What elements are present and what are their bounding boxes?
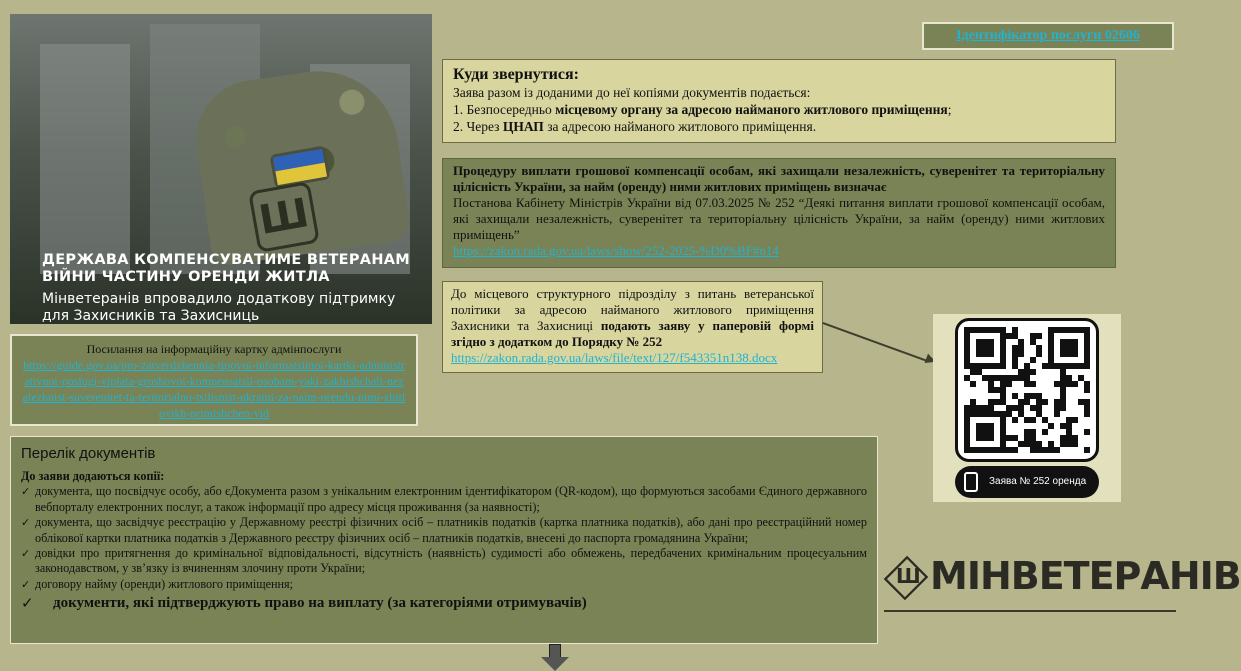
list-item-final: ✓ документи, які підтверджують право на виплату (за категоріями отримувачів) xyxy=(21,594,867,613)
info-card-label: Посилання на інформаційну картку адмінпослуги xyxy=(86,342,342,356)
phone-icon xyxy=(964,472,978,492)
docs-subtitle: До заяви додаються копії: xyxy=(21,469,165,483)
down-arrow-icon xyxy=(541,644,569,671)
service-id-box xyxy=(922,22,1174,50)
procedure-text: Постанова Кабінету Міністрів України від 07.03.2025 № 252 “Деякі питання виплати грошової компенсації особам, які захищали незалежність, суверенітет та територіальну цілісність України, за найм (оренду) ними житлових приміщень” xyxy=(453,195,1105,242)
local-office-link[interactable]: https://zakon.rada.gov.ua/laws/file/text/127/f543351n138.docx xyxy=(451,350,778,365)
list-item: ✓ документа, що засвідчує реєстрацію у Державному реєстрі фізичних осіб – платників податків (картка платника податків), або дані про реєстраційний номер облікової картки платника податків з Державного реєстру фізичних осіб – платників податків, внесені до паспорта громадянина України; xyxy=(21,515,867,546)
trident-patch-icon: Ш xyxy=(248,181,320,253)
procedure-box xyxy=(442,158,1116,268)
logo-wordmark: МІНВЕТЕРАНІВ xyxy=(930,554,1241,598)
where-intro: Заява разом із доданими до неї копіями документів подається: xyxy=(453,85,811,100)
procedure-heading: Процедуру виплати грошової компенсації особам, які захищали незалежність, суверенітет та територіальну цілісність України, за найм (оренду) ними житлових приміщень визначає xyxy=(453,163,1105,194)
qr-caption-pill xyxy=(955,466,1099,498)
connector-arrow xyxy=(822,322,928,362)
where-item-2: 2. Через ЦНАП за адресою найманого житлового приміщення. xyxy=(453,119,817,134)
building-shape xyxy=(40,44,130,274)
procedure-link[interactable]: https://zakon.rada.gov.ua/laws/show/252-2025-%D0%BF#n14 xyxy=(453,243,779,258)
where-item-1: 1. Безпосередньо місцевому органу за адресою найманого житлового приміщення; xyxy=(453,102,952,117)
list-item: ✓ договору найму (оренди) житлового приміщення; xyxy=(21,577,867,592)
service-id-link[interactable]: Ідентифікатор послуги 02606 xyxy=(956,28,1140,43)
qr-card xyxy=(933,314,1121,502)
qr-caption: Заява № 252 оренда xyxy=(989,476,1087,487)
qr-code[interactable] xyxy=(955,318,1099,462)
list-item: ✓ документа, що посвідчує особу, або єДокумента разом з унікальним електронним ідентифікатором (QR-кодом), що формуються засобами Єдиного державного вебпорталу електронних послуг, а також інформації про адресу місця проживання (за наявності); xyxy=(21,484,867,515)
local-office-bold: подають заяву у паперовій формі згідно з додатком до Порядку № 252 xyxy=(451,318,814,349)
ministry-logo xyxy=(884,552,1241,612)
where-to-apply-box xyxy=(442,59,1116,143)
list-item: ✓ довідки про притягнення до кримінальної відповідальності, відсутність (наявність) судимості або обмежень, передбачених кримінальним процесуальним законодавством, у зв’язку із вчиненням злочину проти України; xyxy=(21,546,867,577)
info-card-box xyxy=(10,334,418,426)
hero-subline: Мінветеранів впровадило додаткову підтримку для Захисників та Захисниць xyxy=(42,291,396,324)
info-card-link[interactable]: https://guide.gov.ua/pro-zatverdzhennia-tipovoi-informatsiinoi-kartki-administrativnoi-poslugi-viplata-groshovoi-kompensatsii-osobam-yaki-zakhishchali-nezalezhnist-suverenitet-ta-teritorialnu-tsilisnist-ukraini-za-naim-orendu-nimi-zhitlovikh-primishchen-vid xyxy=(22,358,406,420)
docs-list xyxy=(21,484,867,613)
docs-title: Перелік документів xyxy=(21,445,156,462)
documents-list-box xyxy=(10,436,878,644)
local-office-box xyxy=(442,281,823,373)
local-office-text: До місцевого структурного підрозділу з питань ветеранської політики за адресою найманого житлового приміщення Захисники та Захисниці xyxy=(451,286,814,333)
trident-icon: Ш xyxy=(896,564,921,588)
where-title: Куди звернутися: xyxy=(453,66,579,83)
hero-headline: ДЕРЖАВА КОМПЕНСУВАТИМЕ ВЕТЕРАНАМ ВІЙНИ ЧАСТИНУ ОРЕНДИ ЖИТЛА xyxy=(42,252,411,285)
hero-banner xyxy=(10,14,432,324)
